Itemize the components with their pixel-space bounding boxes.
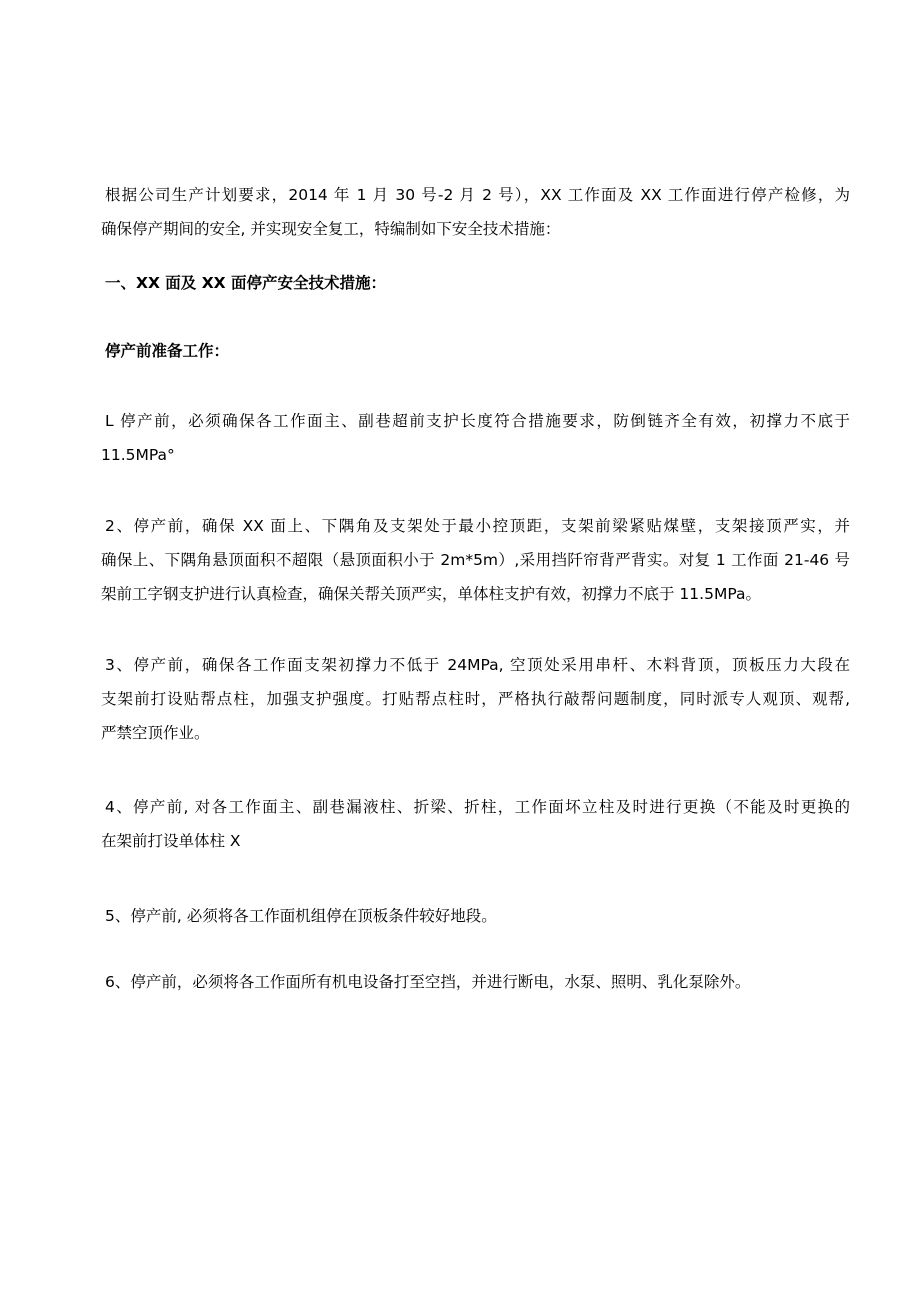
section-heading-text: 一、XX 面及 XX 面停产安全技术措施：: [105, 274, 386, 292]
intro-line-2: 确保停产期间的安全, 并实现安全复工，特编制如下安全技术措施：: [101, 220, 561, 238]
list-item-line: L 停产前，必须确保各工作面主、副巷超前支护长度符合措施要求，防倒链齐全有效，初撑力不底于: [105, 412, 850, 430]
list-item-line: 确保上、下隅角悬顶面积不超限（悬顶面积小于 2m*5m）,采用挡阡帘背严背实。对复 1 工作面 21-46 号: [101, 551, 850, 569]
list-item-line: 在架前打设单体柱 X: [101, 832, 241, 850]
list-item: [105, 965, 853, 999]
list-item-line: 4、停产前, 对各工作面主、副巷漏液柱、折梁、折柱，工作面坏立柱及时进行更换（不能及时更换的: [105, 798, 850, 816]
list-item-line: 3、停产前，确保各工作面支架初撑力不低于 24MPa, 空顶处采用串杆、木料背顶，顶板压力大段在: [105, 656, 850, 674]
list-item-line: 支架前打设贴帮点柱，加强支护强度。打贴帮点柱时，严格执行敲帮问题制度，同时派专人观顶、观帮,: [101, 690, 850, 708]
list-item: [101, 509, 853, 611]
list-item: [101, 648, 853, 750]
list-item-line: 架前工字钢支护进行认真检查，确保关帮关顶严实，单体柱支护有效，初撑力不底于 11.5MPa。: [101, 585, 761, 603]
subheading: [105, 334, 853, 368]
list-item-line: 2、停产前，确保 XX 面上、下隅角及支架处于最小控顶距，支架前梁紧贴煤壁，支架接顶严实，并: [105, 517, 850, 535]
list-item: [105, 899, 853, 933]
intro-paragraph: [101, 178, 853, 246]
list-item-line: 11.5MPa°: [101, 446, 175, 464]
list-item: [101, 790, 853, 858]
section-heading: [105, 266, 853, 300]
subheading-text: 停产前准备工作：: [105, 342, 230, 360]
intro-line-1: 根据公司生产计划要求，2014 年 1 月 30 号-2 月 2 号），XX 工作面及 XX 工作面进行停产检修，为: [105, 186, 850, 204]
list-item-line: 5、停产前, 必须将各工作面机组停在顶板条件较好地段。: [105, 907, 497, 925]
list-item: [101, 404, 853, 472]
list-item-line: 严禁空顶作业。: [101, 724, 210, 742]
list-item-line: 6、停产前，必须将各工作面所有机电设备打至空挡，并进行断电，水泵、照明、乳化泵除外。: [105, 973, 751, 991]
